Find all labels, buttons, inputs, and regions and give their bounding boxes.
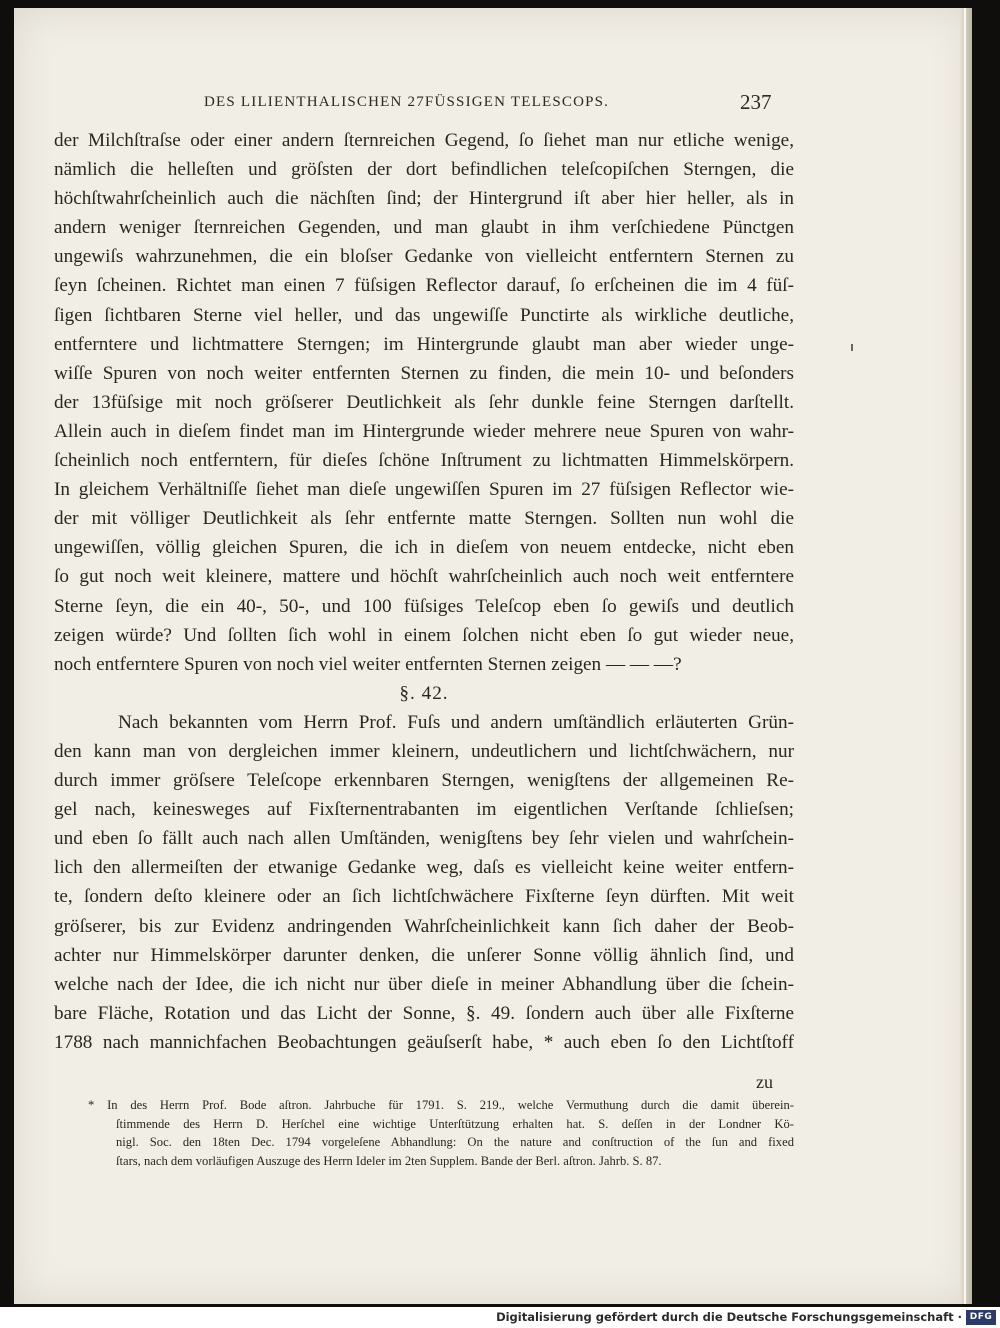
credit-bar — [0, 1307, 1000, 1328]
text-line: zeigen würde? Und ſollten ſich wohl in einem ſolchen nicht eben ſo gut wieder neue, — [54, 624, 794, 646]
text-line: und eben ſo fällt auch nach allen Umſtänden, wenigſtens bey ſehr vielen und wahrſchein- — [54, 828, 794, 850]
footnote-line: nigl. Soc. den 18ten Dec. 1794 vorgeleſene Abhandlung: On the nature and conſtruction of the ſun and fixed — [116, 1135, 794, 1149]
footnote-line: ſtimmende des Herrn D. Herſchel eine wichtige Unterſtützung erhalten hat. S. deſſen in der Londner Kö- — [116, 1116, 794, 1131]
footnote-line: ſtars, nach dem vorläufigen Auszuge des Herrn Ideler im 2ten Supplem. Bande der Berl. aſtron. Jahrb. S. 87. — [116, 1153, 662, 1168]
text-line: Nach bekannten vom Herrn Prof. Fuſs und andern umſtändlich erläuterten Grün- — [118, 711, 794, 733]
text-line: ſeyn ſcheinen. Richtet man einen 7 füſsigen Reflector darauf, ſo erſcheinen die im 4 füſ- — [54, 275, 794, 297]
text-line: te, ſondern deſto kleinere oder an ſich lichtſchwächere Fixſterne ſeyn dürften. Mit weit — [54, 886, 794, 908]
text-line: noch entferntere Spuren von noch viel weiter entfernten Sternen zeigen — — —? — [54, 653, 682, 675]
text-line: lich den allermeiſten der etwanige Gedanke weg, daſs es vielleicht keine weiter entfern- — [54, 857, 794, 879]
text-line: den kann man von dergleichen immer kleinern, undeutlichern und lichtſchwächern, nur — [54, 740, 794, 762]
footnote-block — [88, 1096, 794, 1170]
book-page — [14, 8, 972, 1304]
page-edge-highlight — [964, 8, 966, 1304]
text-line: höchſtwahrſcheinlich auch die nächſten ſind; der Hintergrund iſt aber hier heller, als in — [54, 188, 794, 210]
header-title: DES LILIENTHALISCHEN 27FÜSSIGEN TELESCOPS. — [204, 94, 610, 110]
running-head — [14, 90, 972, 120]
text-line: durch immer gröſsere Teleſcope erkennbaren Sterngen, wenigſtens der allgemeinen Re- — [54, 770, 794, 792]
text-line: wiſſe Spuren von noch weiter entfernten Sternen zu finden, die mein 10- und beſonders — [54, 362, 794, 384]
margin-mark — [851, 344, 853, 351]
section-heading: §. 42. — [399, 682, 449, 704]
catchword: zu — [756, 1072, 773, 1092]
text-line: nämlich die helleſten und gröſsten der dort befindlichen teleſcopiſchen Sterngen, die — [54, 159, 794, 181]
text-line: Allein auch in dieſem findet man im Hintergrunde wieder mehrere neue Spuren von wahr- — [54, 420, 794, 442]
text-line: ungewiſs wahrzunehmen, die ein bloſser Gedanke von vielleicht entferntern Sternen zu — [54, 246, 794, 268]
page-number: 237 — [740, 90, 772, 114]
text-line: gröſserer, bis zur Evidenz andringenden Wahrſcheinlichkeit kann ſich daher der Beob- — [54, 915, 794, 937]
text-line: entferntere und lichtmattere Sterngen; im Hintergrunde glaubt man aber wieder unge- — [54, 333, 794, 355]
credit-text: Digitalisierung gefördert durch die Deutsche Forschungsgemeinschaft · — [496, 1310, 962, 1324]
footnote-line: * In des Herrn Prof. Bode aſtron. Jahrbuche für 1791. S. 219., welche Vermuthung durch die damit überein- — [88, 1098, 794, 1112]
text-line: achter nur Himmelskörper darunter denken, die unſerer Sonne völlig ähnlich ſind, und — [54, 944, 794, 966]
text-line: bare Fläche, Rotation und das Licht der Sonne, §. 49. ſondern auch über alle Fixſterne — [54, 1002, 794, 1024]
text-line: der 13füſsige mit noch gröſserer Deutlichkeit als ſehr dunkle feine Sterngen darſtellt. — [54, 391, 794, 413]
text-line: welche nach der Idee, die ich nicht nur über dieſe in meiner Abhandlung über die ſchein- — [54, 973, 794, 995]
page-edge — [960, 8, 972, 1304]
text-line: gel nach, keinesweges auf Fixſternentrabanten im eigentlichen Verſtande ſchlieſsen; — [54, 799, 794, 821]
text-line: ſigen ſichtbaren Sterne viel heller, und das ungewiſſe Punctirte als wirkliche deutliche, — [54, 304, 794, 326]
text-line: ſcheinlich noch entferntern, für dieſes ſchöne Inſtrument zu lichtmatten Himmelskörpern. — [54, 450, 794, 472]
text-line: 1788 nach mannichfachen Beobachtungen geäuſserſt habe, * auch eben ſo den Lichtſtoff — [54, 1031, 794, 1053]
dfg-logo-icon: DFG — [966, 1310, 996, 1325]
text-line: der Milchſtraſse oder einer andern ſternreichen Gegend, ſo ſiehet man nur etliche wenige, — [54, 130, 794, 151]
text-line: ſo gut noch weit kleinere, mattere und höchſt wahrſcheinlich auch noch weit entferntere — [54, 566, 794, 588]
text-line: In gleichem Verhältniſſe ſiehet man dieſe ungewiſſen Spuren im 27 füſsigen Reflector wie- — [54, 479, 794, 501]
text-line: Sterne ſeyn, die ein 40-, 50-, und 100 füſsiges Teleſcop eben ſo gewiſs und deutlich — [54, 595, 794, 617]
text-line: ungewiſſen, völlig gleichen Spuren, die ich in dieſem von neuem entdecke, nicht eben — [54, 537, 794, 559]
main-text — [54, 126, 794, 1057]
text-line: der mit völliger Deutlichkeit als ſehr entfernte matte Sterngen. Sollten nun wohl die — [54, 508, 794, 530]
text-line: andern weniger ſternreichen Gegenden, und man glaubt in ihm verſchiedene Pünctgen — [54, 217, 794, 239]
